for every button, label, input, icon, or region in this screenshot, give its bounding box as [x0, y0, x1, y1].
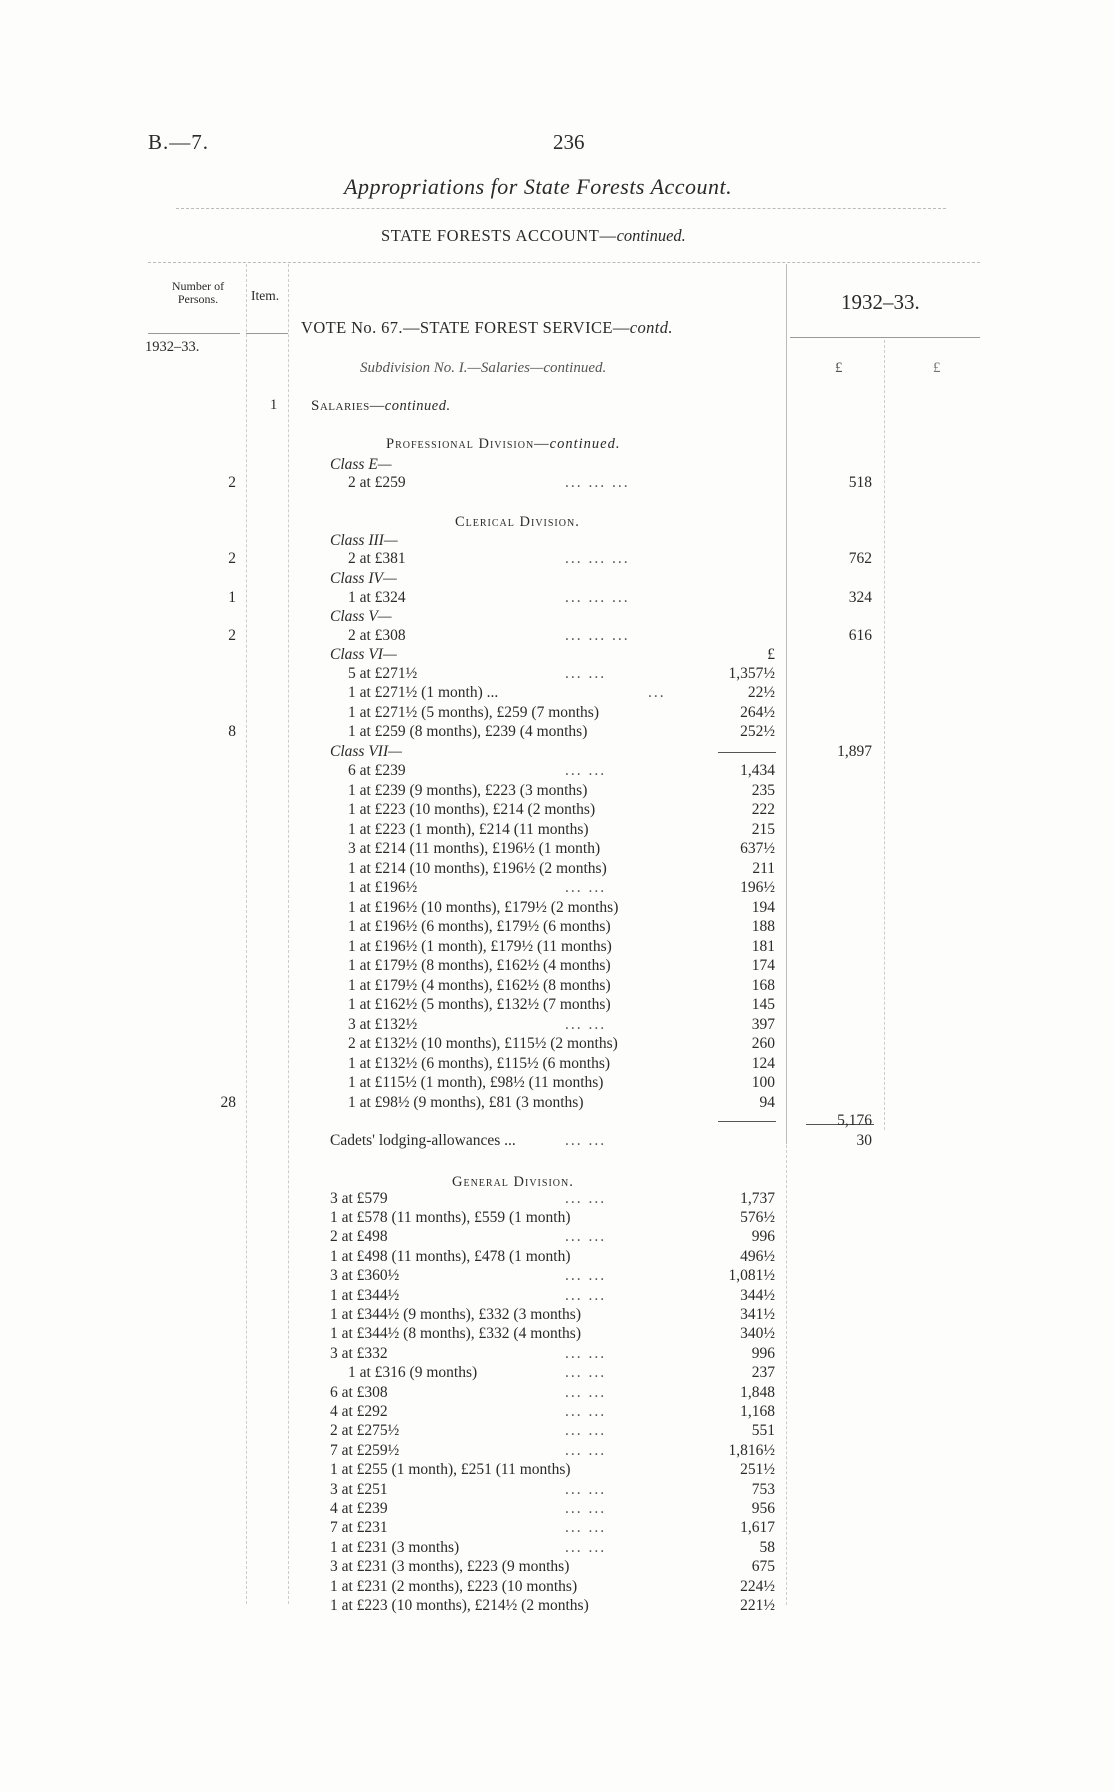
row-amount: 397	[751, 1016, 775, 1033]
row-amount: 496½	[740, 1248, 775, 1265]
row-label: 1 at £239 (9 months), £223 (3 months)	[348, 782, 588, 799]
row-label: 6 at £308	[330, 1384, 388, 1401]
leader-dots: ... ...	[565, 1422, 607, 1439]
table-row	[0, 801, 1114, 820]
row-amount: 196½	[740, 879, 775, 896]
row-label: 1 at £223 (10 months), £214 (2 months)	[348, 801, 596, 818]
table-row	[0, 1306, 1114, 1325]
salaries-heading: Salaries—continued.	[311, 398, 451, 414]
row-amount: 174	[751, 957, 775, 974]
professional-continued: continued.	[549, 436, 621, 452]
row-label: 1 at £271½ (5 months), £259 (7 months)	[348, 704, 599, 721]
row-label: 5 at £271½	[348, 665, 418, 682]
table-row	[0, 532, 1114, 551]
leader-dots: ... ... ...	[565, 627, 630, 644]
table-row	[0, 1248, 1114, 1267]
table-row	[0, 1597, 1114, 1616]
table-row	[0, 1267, 1114, 1286]
row-label: 1 at £196½ (6 months), £179½ (6 months)	[348, 918, 611, 935]
leader-dots: ... ...	[565, 762, 607, 779]
leader-dots: ... ...	[565, 1267, 607, 1284]
page-number: 236	[553, 130, 585, 154]
row-label: 2 at £132½ (10 months), £115½ (2 months)	[348, 1035, 618, 1052]
column-year-estimate: 1932–33.	[841, 290, 920, 314]
table-row	[0, 627, 1114, 646]
leader-dots: ... ... ...	[565, 589, 630, 606]
row-amount: 94	[759, 1094, 775, 1111]
table-row	[0, 1481, 1114, 1500]
persons-count: 2	[228, 550, 236, 567]
leader-dots: ... ...	[565, 665, 607, 682]
table-row	[0, 1074, 1114, 1093]
leader-dots: ... ...	[565, 1500, 607, 1517]
table-row	[0, 996, 1114, 1015]
page-title: Appropriations for State Forests Account.	[344, 174, 733, 199]
row-label: 1 at £231 (2 months), £223 (10 months)	[330, 1578, 578, 1595]
persons-count: 8	[228, 723, 236, 740]
document-reference: B.—7.	[148, 130, 210, 154]
table-row	[0, 1422, 1114, 1441]
row-label: 1 at £344½ (8 months), £332 (4 months)	[330, 1325, 581, 1342]
row-label: 1 at £231 (3 months)	[330, 1539, 460, 1556]
table-row	[0, 665, 1114, 684]
table-row	[0, 1094, 1114, 1113]
table-row	[0, 1539, 1114, 1558]
table-row	[0, 1035, 1114, 1054]
row-label: 1 at £98½ (9 months), £81 (3 months)	[348, 1094, 584, 1111]
professional-caps: Professional Division	[386, 436, 535, 452]
row-label: 1 at £223 (10 months), £214½ (2 months)	[330, 1597, 589, 1614]
row-label: 2 at £259	[348, 474, 406, 491]
row-amount: 1,357½	[728, 665, 775, 682]
table-row	[0, 879, 1114, 898]
row-amount: 145	[751, 996, 775, 1013]
row-amount: 1,434	[740, 762, 775, 779]
row-amount: 551	[751, 1422, 775, 1439]
row-label: 3 at £332	[330, 1345, 388, 1362]
leader-dots: ... ... ...	[565, 474, 630, 491]
row-label: 1 at £271½ (1 month) ...	[348, 684, 499, 701]
leader-dots: ... ...	[565, 1132, 607, 1149]
row-total: 518	[848, 474, 872, 491]
row-label: 3 at £132½	[348, 1016, 418, 1033]
row-label: 1 at £316 (9 months)	[348, 1364, 478, 1381]
leader-dots: ... ...	[565, 1345, 607, 1362]
leader-dots: ... ...	[565, 1481, 607, 1498]
row-amount: 956	[751, 1500, 775, 1517]
row-amount: 211	[752, 860, 775, 877]
row-amount: 675	[751, 1558, 775, 1575]
table-row	[0, 570, 1114, 589]
vote-heading	[301, 318, 673, 338]
row-label: 1 at £324	[348, 589, 406, 606]
table-row	[0, 1364, 1114, 1383]
row-amount: 124	[751, 1055, 775, 1072]
row-amount: 1,168	[740, 1403, 775, 1420]
row-amount: 1,848	[740, 1384, 775, 1401]
table-row	[0, 899, 1114, 918]
row-amount: 1,737	[740, 1190, 775, 1207]
table-row	[0, 1558, 1114, 1577]
row-label: 1 at £223 (1 month), £214 (11 months)	[348, 821, 589, 838]
column-year-persons: 1932–33.	[145, 339, 200, 355]
class-heading: Class III—	[330, 532, 398, 549]
table-row	[0, 723, 1114, 742]
row-label: 1 at £255 (1 month), £251 (11 months)	[330, 1461, 571, 1478]
table-top-rule	[148, 262, 980, 263]
leader-dots: ... ...	[565, 1287, 607, 1304]
row-label: 1 at £179½ (8 months), £162½ (4 months)	[348, 957, 611, 974]
row-label: 3 at £360½	[330, 1267, 400, 1284]
row-amount: 58	[759, 1539, 775, 1556]
row-total: 616	[848, 627, 872, 644]
table-row	[0, 782, 1114, 801]
table-row	[0, 1461, 1114, 1480]
row-amount: 194	[751, 899, 775, 916]
table-row	[0, 684, 1114, 703]
row-amount: 1,081½	[728, 1267, 775, 1284]
row-label: 1 at £196½	[348, 879, 418, 896]
row-amount: 252½	[740, 723, 775, 740]
row-amount: 340½	[740, 1325, 775, 1342]
leader-dots: ... ...	[565, 1539, 607, 1556]
table-row	[0, 1403, 1114, 1422]
row-amount: 215	[751, 821, 775, 838]
account-title-continued: continued.	[616, 226, 686, 245]
vote-heading-main: VOTE No. 67.—STATE FOREST SERVICE—	[301, 318, 630, 337]
row-label: 1 at £115½ (1 month), £98½ (11 months)	[348, 1074, 604, 1091]
row-label: 1 at £132½ (6 months), £115½ (6 months)	[348, 1055, 611, 1072]
leader-dots: ... ...	[565, 1403, 607, 1420]
persons-heading-rule	[148, 333, 240, 334]
leader-dots: ... ...	[565, 879, 607, 896]
row-amount: 753	[751, 1481, 775, 1498]
row-amount: 100	[751, 1074, 775, 1091]
persons-count: 2	[228, 627, 236, 644]
account-title	[381, 226, 686, 246]
row-label: Cadets' lodging-allowances ...	[330, 1132, 516, 1149]
table-row	[0, 762, 1114, 781]
row-label: 7 at £259½	[330, 1442, 400, 1459]
row-amount: 22½	[747, 684, 775, 701]
row-label: 1 at £498 (11 months), £478 (1 month)	[330, 1248, 571, 1265]
vote-heading-continued: contd.	[629, 318, 673, 337]
row-amount: 1,816½	[728, 1442, 775, 1459]
table-row	[0, 1132, 1114, 1151]
table-row	[0, 1325, 1114, 1344]
professional-division-heading: Professional Division—continued.	[386, 436, 621, 452]
leader-dots: ... ...	[565, 1384, 607, 1401]
table-row	[0, 608, 1114, 627]
row-amount: 168	[751, 977, 775, 994]
table-row	[0, 1016, 1114, 1035]
class-heading: Class V—	[330, 608, 392, 625]
table-row	[0, 1055, 1114, 1074]
table-row	[0, 1209, 1114, 1228]
table-row	[0, 589, 1114, 608]
row-amount: 1,617	[740, 1519, 775, 1536]
item-heading-rule	[246, 333, 288, 334]
account-title-main: STATE FORESTS ACCOUNT—	[381, 226, 617, 245]
table-row	[0, 1384, 1114, 1403]
table-row	[0, 821, 1114, 840]
leader-dots: ... ...	[565, 1364, 607, 1381]
row-label: 1 at £344½ (9 months), £332 (3 months)	[330, 1306, 581, 1323]
row-amount: 996	[751, 1345, 775, 1362]
table-row	[0, 646, 1114, 665]
row-label: 2 at £308	[348, 627, 406, 644]
row-label: 1 at £196½ (1 month), £179½ (11 months)	[348, 938, 612, 955]
table-row	[0, 840, 1114, 859]
row-amount: 637½	[740, 840, 775, 857]
table-row	[0, 1519, 1114, 1538]
row-amount: 251½	[740, 1461, 775, 1478]
row-label: 3 at £231 (3 months), £223 (9 months)	[330, 1558, 570, 1575]
table-row	[0, 1228, 1114, 1247]
table-row	[0, 957, 1114, 976]
table-row	[0, 1500, 1114, 1519]
row-amount: 188	[751, 918, 775, 935]
class-heading: Class IV—	[330, 570, 397, 587]
table-row	[0, 704, 1114, 723]
row-amount: 224½	[740, 1578, 775, 1595]
table-row	[0, 743, 1114, 762]
table-row	[0, 938, 1114, 957]
row-total: 30	[856, 1132, 872, 1149]
row-label: 7 at £231	[330, 1519, 388, 1536]
table-row	[0, 474, 1114, 493]
table-row	[0, 860, 1114, 879]
row-label: 4 at £292	[330, 1403, 388, 1420]
row-amount: £	[767, 646, 775, 663]
row-label: 1 at £196½ (10 months), £179½ (2 months)	[348, 899, 619, 916]
pound-sign: £	[835, 360, 843, 376]
column-item: Item.	[251, 288, 280, 303]
row-amount: 221½	[740, 1597, 775, 1614]
row-label: 6 at £239	[348, 762, 406, 779]
salaries-continued: continued.	[384, 398, 451, 414]
row-label: 2 at £498	[330, 1228, 388, 1245]
leader-dots: ... ...	[565, 1519, 607, 1536]
persons-count: 28	[220, 1094, 236, 1111]
class-heading: Class E—	[330, 456, 392, 473]
row-label: 1 at £214 (10 months), £196½ (2 months)	[348, 860, 607, 877]
clerical-division-heading: Clerical Division.	[455, 514, 580, 530]
table-row	[0, 1112, 1114, 1131]
row-label: 1 at £162½ (5 months), £132½ (7 months)	[348, 996, 611, 1013]
row-label: 3 at £251	[330, 1481, 388, 1498]
row-amount: 264½	[740, 704, 775, 721]
estimate-heading-rule	[790, 337, 980, 338]
salaries-caps: Salaries	[311, 398, 370, 414]
row-label: 1 at £259 (8 months), £239 (4 months)	[348, 723, 588, 740]
row-label: 1 at £179½ (4 months), £162½ (8 months)	[348, 977, 611, 994]
leader-dots: ... ...	[565, 1016, 607, 1033]
pound-sign: £	[933, 360, 941, 376]
column-number-of-persons: Number of Persons.	[171, 279, 225, 306]
row-amount: 181	[751, 938, 775, 955]
row-total: 1,897	[837, 743, 872, 760]
table-row	[0, 1442, 1114, 1461]
row-label: 3 at £214 (11 months), £196½ (1 month)	[348, 840, 601, 857]
row-amount: 996	[751, 1228, 775, 1245]
row-amount: 344½	[740, 1287, 775, 1304]
row-total: 5,176	[837, 1112, 872, 1129]
header-rule	[176, 208, 946, 209]
row-label: 3 at £579	[330, 1190, 388, 1207]
class-heading: Class VII—	[330, 743, 402, 760]
table-row	[0, 1287, 1114, 1306]
table-row	[0, 977, 1114, 996]
class-heading: Class VI—	[330, 646, 397, 663]
row-label: 4 at £239	[330, 1500, 388, 1517]
row-total: 324	[848, 589, 872, 606]
item-number: 1	[270, 397, 278, 413]
row-amount: 260	[751, 1035, 775, 1052]
leader-dots: ... ...	[565, 1442, 607, 1459]
row-amount: 222	[751, 801, 775, 818]
leader-dots: ... ...	[565, 1190, 607, 1207]
leader-dots: ...	[648, 684, 666, 701]
row-label: 1 at £578 (11 months), £559 (1 month)	[330, 1209, 571, 1226]
table-row	[0, 456, 1114, 475]
row-amount: 237	[751, 1364, 775, 1381]
subdivision-heading: Subdivision No. I.—Salaries—continued.	[360, 360, 607, 376]
leader-dots: ... ...	[565, 1228, 607, 1245]
table-row	[0, 1345, 1114, 1364]
row-amount: 341½	[740, 1306, 775, 1323]
row-amount: 235	[751, 782, 775, 799]
row-label: 2 at £275½	[330, 1422, 400, 1439]
persons-count: 1	[228, 589, 236, 606]
row-label: 2 at £381	[348, 550, 406, 567]
general-division-heading: General Division.	[452, 1174, 574, 1190]
leader-dots: ... ... ...	[565, 550, 630, 567]
persons-count: 2	[228, 474, 236, 491]
table-row	[0, 1190, 1114, 1209]
row-amount: 576½	[740, 1209, 775, 1226]
table-row	[0, 550, 1114, 569]
row-total: 762	[848, 550, 872, 567]
row-label: 1 at £344½	[330, 1287, 400, 1304]
table-row	[0, 1578, 1114, 1597]
table-row	[0, 918, 1114, 937]
